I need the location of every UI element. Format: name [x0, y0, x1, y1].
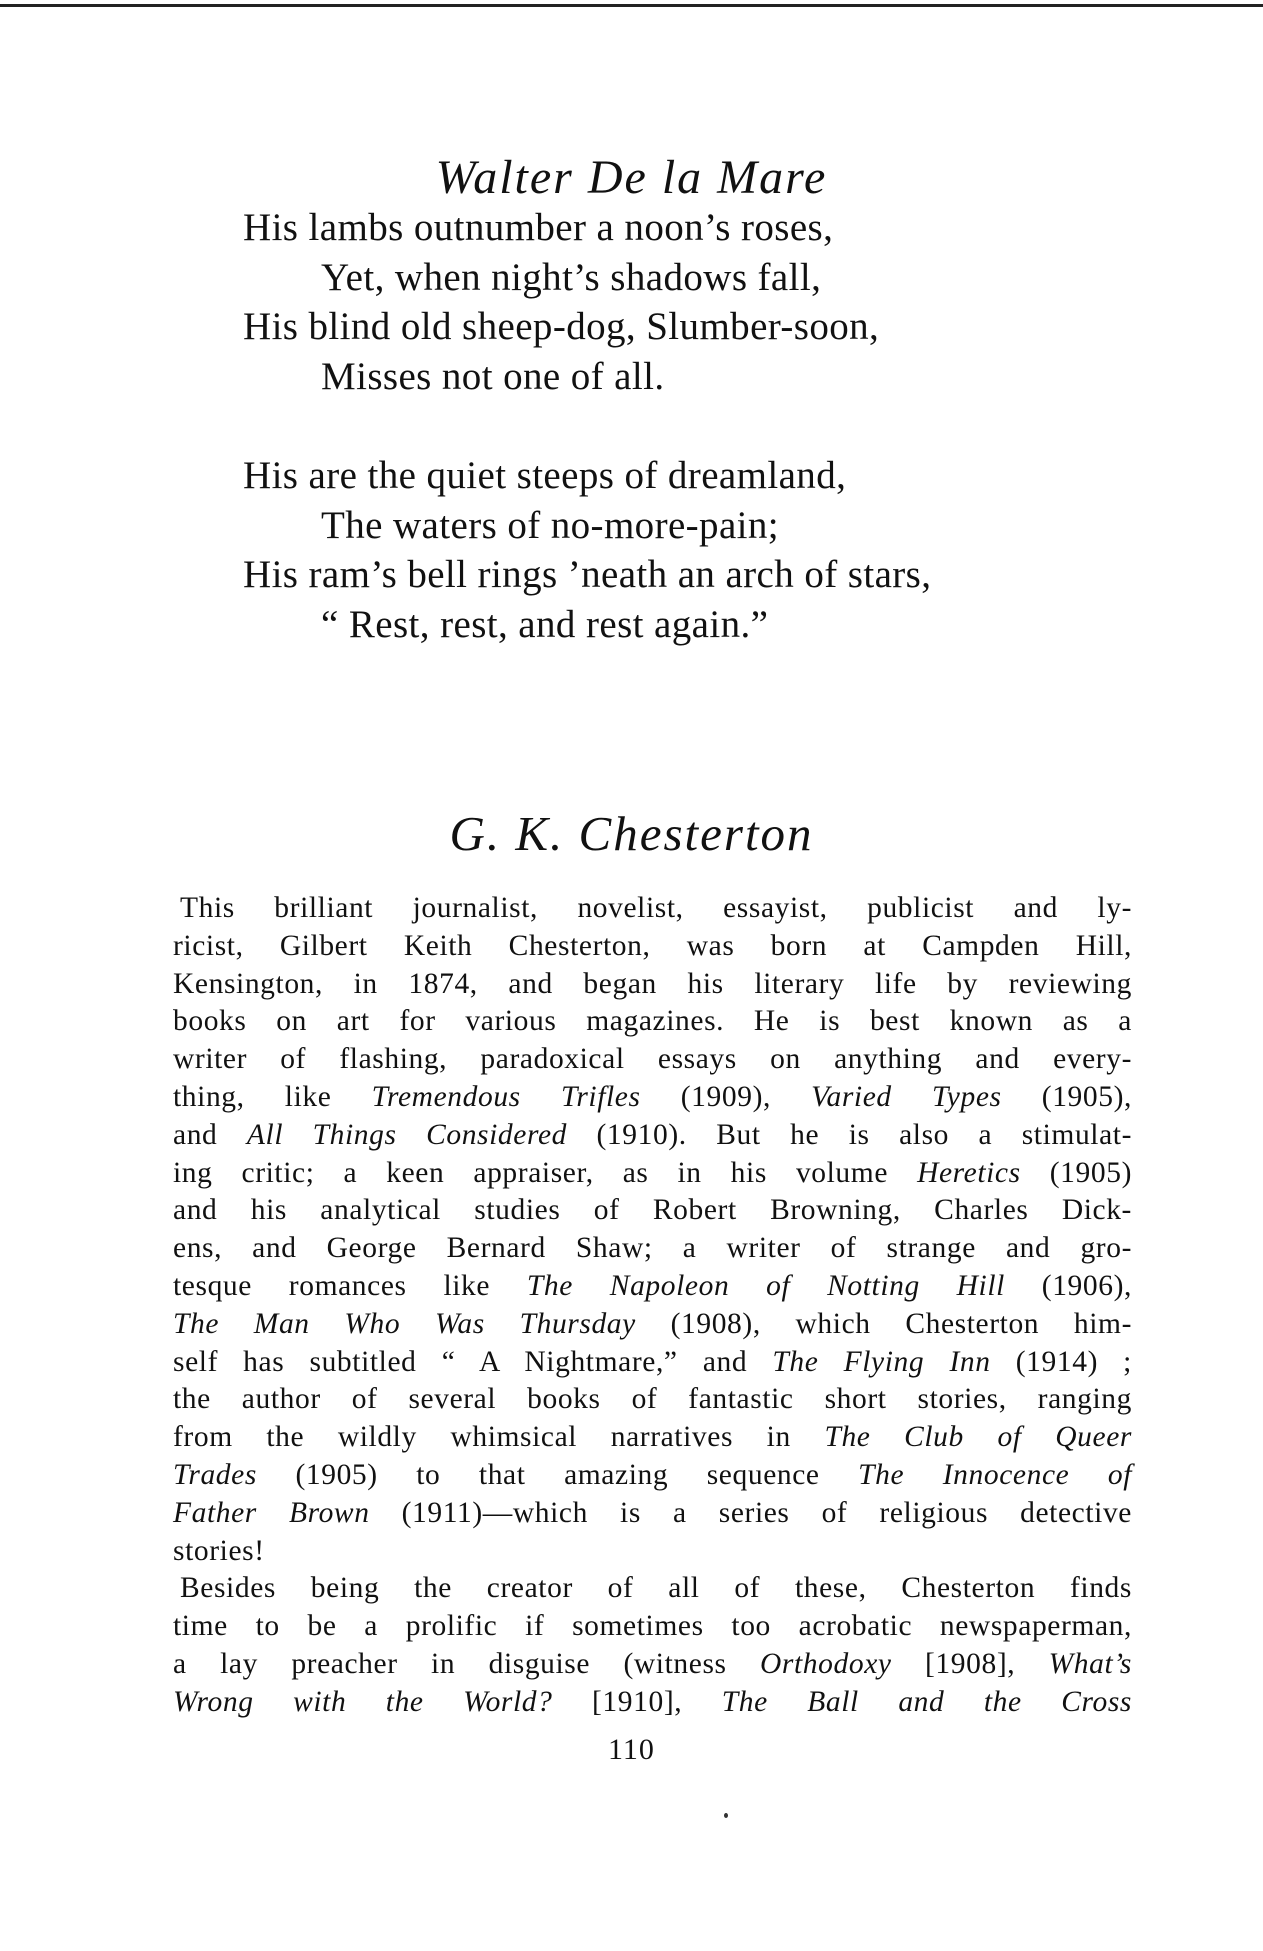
- prose-line: [173, 1306, 1132, 1344]
- book-title: Trades: [173, 1458, 257, 1491]
- prose-text: (1910). But he is also a stimulat-: [567, 1118, 1132, 1151]
- prose-line: [173, 1646, 1132, 1684]
- prose-text: (1909),: [640, 1080, 812, 1113]
- prose-line: [173, 966, 1132, 1004]
- book-title: The Napoleon of Notting Hill: [526, 1269, 1005, 1302]
- prose-text: thing, like: [173, 1080, 372, 1113]
- prose-text: ens, and George Bernard Shaw; a writer of strange and gro-: [173, 1232, 1132, 1265]
- prose-line: [173, 1457, 1132, 1495]
- prose-text: (1906),: [1004, 1269, 1133, 1302]
- prose-text: writer of flashing, paradoxical essays on anything and every-: [173, 1043, 1132, 1076]
- prose-line: [173, 1003, 1132, 1041]
- prose-text: Besides being the creator of all of these, Chesterton finds: [180, 1572, 1132, 1605]
- prose-line: [173, 1344, 1132, 1382]
- book-title: Father Brown: [173, 1496, 370, 1529]
- prose-line: [173, 1230, 1132, 1268]
- book-title: The Innocence of: [858, 1458, 1133, 1491]
- prose-text: self has subtitled “ A Nightmare,” and: [173, 1345, 773, 1378]
- prose-line: [173, 1533, 1132, 1571]
- prose-line: [173, 1495, 1132, 1533]
- poem-line: “ Rest, rest, and rest again.”: [321, 602, 769, 646]
- prose-line: [173, 1192, 1132, 1230]
- prose-text: the author of several books of fantastic short stories, ranging: [173, 1383, 1132, 1416]
- prose-text: a lay preacher in disguise (witness: [173, 1647, 761, 1680]
- prose-text: Kensington, in 1874, and began his literary life by reviewing: [173, 967, 1132, 1000]
- prose-line: [173, 1608, 1132, 1646]
- book-title: The Ball and the Cross: [721, 1685, 1132, 1718]
- book-title: Heretics: [917, 1156, 1021, 1189]
- prose-line: [173, 928, 1132, 966]
- prose-line: [173, 1570, 1132, 1608]
- prose-text: (1905): [1020, 1156, 1132, 1189]
- page-number: 110: [608, 1733, 655, 1766]
- book-title: Wrong with the World?: [173, 1685, 553, 1718]
- book-title: What’s: [1048, 1647, 1132, 1680]
- prose-text: stories!: [173, 1534, 265, 1567]
- prose-text: books on art for various magazines. He is best known as a: [173, 1005, 1132, 1038]
- prose-line: [173, 1381, 1132, 1419]
- book-title: The Flying Inn: [772, 1345, 991, 1378]
- prose-text: time to be a prolific if sometimes too acrobatic newspaperman,: [173, 1610, 1132, 1643]
- prose-text: from the wildly whimsical narratives in: [173, 1421, 825, 1454]
- prose-line: [173, 1041, 1132, 1079]
- prose-line: [173, 1268, 1132, 1306]
- prose-text: and his analytical studies of Robert Browning, Charles Dick-: [173, 1194, 1132, 1227]
- book-title: Orthodoxy: [760, 1647, 892, 1680]
- section-title-chesterton: G. K. Chesterton: [449, 806, 814, 861]
- poem-line: The waters of no-more-pain;: [321, 503, 780, 547]
- prose-line: [173, 1419, 1132, 1457]
- prose-line: [173, 1155, 1132, 1193]
- prose-text: (1908), which Chesterton him-: [635, 1307, 1132, 1340]
- book-title: Varied Types: [811, 1080, 1002, 1113]
- prose-text: [1910],: [552, 1685, 722, 1718]
- section-title-walter-de-la-mare: Walter De la Mare: [435, 151, 828, 204]
- prose-text: [1908],: [891, 1647, 1049, 1680]
- book-title: The Man Who Was Thursday: [173, 1307, 636, 1340]
- book-title: Tremendous Trifles: [371, 1080, 641, 1113]
- poem-line: His ram’s bell rings ’neath an arch of stars,: [243, 553, 932, 596]
- prose-text: (1914) ;: [990, 1345, 1132, 1378]
- prose-line: [173, 1079, 1132, 1117]
- prose-text: This brilliant journalist, novelist, essayist, publicist and ly-: [180, 892, 1132, 924]
- prose-text: (1905) to that amazing sequence: [256, 1458, 859, 1491]
- prose-line: [173, 1117, 1132, 1155]
- prose-text: (1911)—which is a series of religious detective: [369, 1496, 1132, 1529]
- poem-line: Yet, when night’s shadows fall,: [321, 255, 822, 299]
- poem-line: His lambs outnumber a noon’s roses,: [243, 206, 834, 249]
- prose-text: ricist, Gilbert Keith Chesterton, was born at Campden Hill,: [173, 929, 1132, 962]
- top-rule: [0, 4, 1263, 7]
- prose-text: tesque romances like: [173, 1269, 527, 1302]
- poem-line: His blind old sheep-dog, Slumber-soon,: [243, 305, 880, 348]
- scan-speck: [724, 1813, 728, 1818]
- poem-line: His are the quiet steeps of dreamland,: [243, 454, 847, 497]
- book-title: All Things Considered: [246, 1118, 567, 1151]
- biography-prose: [173, 890, 1132, 1722]
- prose-text: ing critic; a keen appraiser, as in his volume: [173, 1156, 918, 1189]
- poem-line: Misses not one of all.: [321, 354, 665, 398]
- prose-line: [173, 890, 1132, 928]
- prose-text: and: [173, 1118, 247, 1151]
- prose-text: (1905),: [1001, 1080, 1132, 1113]
- book-title: The Club of Queer: [824, 1421, 1132, 1454]
- prose-line: [173, 1684, 1132, 1722]
